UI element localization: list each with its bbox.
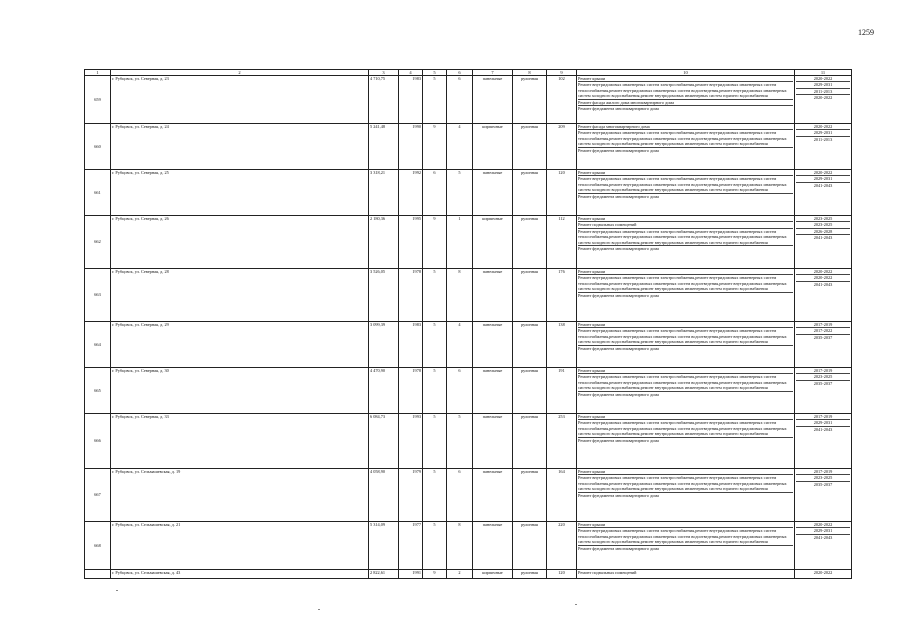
wall-material-cell: панельные	[473, 368, 513, 414]
period-item: 2017-2019	[796, 414, 850, 420]
period-item: 2011-2013	[796, 89, 850, 95]
roof-type-cell: рулонная	[513, 414, 547, 469]
entrances-cell: 6	[447, 469, 473, 522]
period-item: 2035-2037	[813, 380, 833, 386]
flats-cell: 191	[547, 368, 577, 414]
period-item: 2017-2019	[796, 469, 850, 475]
table-row	[85, 170, 852, 216]
works-cell	[577, 414, 795, 469]
period-item: 2020-2022	[813, 95, 833, 101]
flats-cell: 120	[547, 170, 577, 216]
work-item: Ремонт крыши	[578, 368, 793, 374]
flats-cell: 209	[547, 124, 577, 170]
address-cell: г. Рубцовск, ул. Северная, д. 28	[111, 269, 369, 322]
column-number: 9	[547, 70, 577, 76]
period-item: 2041-2043	[813, 534, 833, 540]
scan-speck	[318, 609, 320, 610]
floors-cell: 5	[423, 469, 447, 522]
floors-cell: 5	[423, 414, 447, 469]
roof-type-cell: рулонная	[513, 269, 547, 322]
year-cell: 1978	[399, 368, 423, 414]
table-row	[85, 570, 852, 579]
floors-cell: 9	[423, 570, 447, 579]
entrances-cell: 6	[447, 368, 473, 414]
roof-type-cell: рулонная	[513, 469, 547, 522]
works-cell	[577, 216, 795, 269]
work-item: Ремонт крыши	[578, 322, 793, 328]
work-item: Ремонт крыши	[578, 76, 793, 82]
column-number: 10	[577, 70, 795, 76]
work-item: Ремонт внутридомовых инженерных систем электроснабжения,ремонт внутридомовых инженерных систем теплоснабжения,ремонт внутридомовых инженерных систем водоотведения,ремонт внутридомовых инженерных систем холодного водоснабжения,ремонт внутридомовых инженерных систем горячего водоснабжения	[578, 229, 793, 246]
work-item: Ремонт крыши	[578, 522, 793, 528]
floors-cell: 9	[423, 216, 447, 269]
period-item: 2035-2037	[813, 334, 833, 340]
work-item: Ремонт фундамента многоквартирного дома	[578, 492, 659, 498]
work-item: Ремонт крыши	[578, 170, 793, 176]
flats-cell: 220	[547, 522, 577, 570]
roof-type-cell: рулонная	[513, 124, 547, 170]
work-item: Ремонт крыши	[578, 216, 793, 222]
work-item: Ремонт фундамента многоквартирного дома	[578, 246, 659, 252]
row-number: 665	[85, 368, 111, 414]
wall-material-cell: панельные	[473, 414, 513, 469]
area-cell: 4 710,75	[369, 76, 399, 124]
column-number: 4	[399, 70, 423, 76]
period-item: 2020-2022	[813, 570, 833, 575]
period-item: 2029-2031	[796, 82, 850, 88]
works-cell	[577, 469, 795, 522]
row-number: 668	[85, 522, 111, 570]
periods-cell	[795, 124, 852, 170]
address-cell: г. Рубцовск, ул. Северная, д. 23	[111, 76, 369, 124]
area-cell: 3 318,21	[369, 170, 399, 216]
entrances-cell: 2	[447, 570, 473, 579]
row-number: 661	[85, 170, 111, 216]
work-item: Ремонт подвальных помещений	[578, 570, 637, 575]
entrances-cell: 5	[447, 170, 473, 216]
periods-cell	[795, 322, 852, 368]
roof-type-cell: рулонная	[513, 216, 547, 269]
periods-cell	[795, 170, 852, 216]
roof-type-cell: рулонная	[513, 76, 547, 124]
page-number: 1259	[858, 28, 874, 37]
table-row	[85, 216, 852, 269]
work-item: Ремонт внутридомовых инженерных систем электроснабжения,ремонт внутридомовых инженерных систем теплоснабжения,ремонт внутридомовых инженерных систем водоотведения,ремонт внутридомовых инженерных систем холодного водоснабжения,ремонт внутридомовых инженерных систем горячего водоснабжения	[578, 82, 793, 99]
work-item: Ремонт крыши	[578, 269, 793, 275]
wall-material-cell: кирпичные	[473, 216, 513, 269]
area-cell: 6 084,73	[369, 414, 399, 469]
work-item: Ремонт фасада многоквартирного дома	[578, 124, 793, 130]
address-cell: г. Рубцовск, ул. Северная, д. 29	[111, 322, 369, 368]
period-item: 2020-2022	[796, 124, 850, 130]
period-item: 2029-2031	[796, 528, 850, 534]
period-item: 2020-2022	[796, 522, 850, 528]
column-number: 1	[85, 70, 111, 76]
row-number	[85, 570, 111, 579]
table-row	[85, 368, 852, 414]
address-cell: г. Рубцовск, ул. Сельмашевская, д. 21	[111, 522, 369, 570]
column-number: 3	[369, 70, 399, 76]
roof-type-cell: рулонная	[513, 522, 547, 570]
area-cell: 3 099,39	[369, 322, 399, 368]
wall-material-cell: панельные	[473, 269, 513, 322]
floors-cell: 9	[423, 124, 447, 170]
roof-type-cell: рулонная	[513, 570, 547, 579]
floors-cell: 5	[423, 322, 447, 368]
work-item: Ремонт внутридомовых инженерных систем электроснабжения,ремонт внутридомовых инженерных систем теплоснабжения,ремонт внутридомовых инженерных систем водоотведения,ремонт внутридомовых инженерных систем холодного водоснабжения,ремонт внутридомовых инженерных систем горячего водоснабжения	[578, 374, 793, 391]
work-item: Ремонт фундамента многоквартирного дома	[578, 437, 659, 443]
work-item: Ремонт фасада жилого дома многоквартирного дома	[578, 100, 793, 106]
works-cell	[577, 570, 795, 579]
row-number: 666	[85, 414, 111, 469]
periods-cell	[795, 414, 852, 469]
period-item: 2041-2043	[813, 235, 833, 241]
entrances-cell: 1	[447, 216, 473, 269]
flats-cell: 120	[547, 570, 577, 579]
table-row	[85, 522, 852, 570]
period-item: 2017-2019	[796, 322, 850, 328]
work-item: Ремонт фундамента многоквартирного дома	[578, 193, 659, 199]
period-item: 2011-2013	[813, 136, 833, 142]
work-item: Ремонт внутридомовых инженерных систем электроснабжения,ремонт внутридомовых инженерных систем теплоснабжения,ремонт внутридомовых инженерных систем водоотведения,ремонт внутридомовых инженерных систем холодного водоснабжения,ремонт внутридомовых инженерных систем горячего водоснабжения	[578, 528, 793, 545]
period-item: 2023-2025	[796, 475, 850, 481]
row-number: 662	[85, 216, 111, 269]
column-number: 7	[473, 70, 513, 76]
year-cell: 1977	[399, 522, 423, 570]
work-item: Ремонт внутридомовых инженерных систем электроснабжения,ремонт внутридомовых инженерных систем теплоснабжения,ремонт внутридомовых инженерных систем водоотведения,ремонт внутридомовых инженерных систем холодного водоснабжения,ремонт внутридомовых инженерных систем горячего водоснабжения	[578, 176, 793, 193]
works-cell	[577, 170, 795, 216]
table-row	[85, 414, 852, 469]
wall-material-cell: панельные	[473, 469, 513, 522]
period-item: 2035-2037	[813, 481, 833, 487]
period-item: 2020-2022	[796, 76, 850, 82]
year-cell: 1983	[399, 322, 423, 368]
entrances-cell: 8	[447, 269, 473, 322]
period-item: 2020-2022	[796, 275, 850, 281]
work-item: Ремонт крыши	[578, 469, 793, 475]
wall-material-cell: панельные	[473, 522, 513, 570]
year-cell: 1993	[399, 414, 423, 469]
entrances-cell: 6	[447, 76, 473, 124]
row-number: 664	[85, 322, 111, 368]
works-cell	[577, 368, 795, 414]
work-item: Ремонт внутридомовых инженерных систем электроснабжения,ремонт внутридомовых инженерных систем теплоснабжения,ремонт внутридомовых инженерных систем водоотведения,ремонт внутридомовых инженерных систем холодного водоснабжения,ремонт внутридомовых инженерных систем горячего водоснабжения	[578, 420, 793, 437]
period-item: 2026-2028	[796, 229, 850, 235]
table-row	[85, 322, 852, 368]
periods-cell	[795, 269, 852, 322]
year-cell: 1991	[399, 570, 423, 579]
row-number: 659	[85, 76, 111, 124]
year-cell: 1978	[399, 269, 423, 322]
wall-material-cell: панельные	[473, 322, 513, 368]
scan-speck	[575, 604, 577, 605]
year-cell: 1983	[399, 76, 423, 124]
area-cell: 4 470,90	[369, 368, 399, 414]
entrances-cell: 4	[447, 124, 473, 170]
work-item: Ремонт крыши	[578, 414, 793, 420]
address-cell: г. Рубцовск, ул. Северная, д. 24	[111, 124, 369, 170]
periods-cell	[795, 570, 852, 579]
period-item: 2023-2025	[796, 374, 850, 380]
period-item: 2041-2043	[813, 182, 833, 188]
period-item: 2041-2043	[813, 426, 833, 432]
period-item: 2029-2031	[796, 420, 850, 426]
period-item: 2020-2022	[796, 170, 850, 176]
floors-cell: 5	[423, 368, 447, 414]
work-item: Ремонт фундамента многоквартирного дома	[578, 106, 659, 112]
floors-cell: 5	[423, 76, 447, 124]
row-number: 667	[85, 469, 111, 522]
address-cell: г. Рубцовск, ул. Северная, д. 33	[111, 414, 369, 469]
address-cell: г. Рубцовск, ул. Сельмашевская, д. 19	[111, 469, 369, 522]
period-item: 2023-2025	[796, 222, 850, 228]
entrances-cell: 4	[447, 322, 473, 368]
periods-cell	[795, 368, 852, 414]
periods-cell	[795, 76, 852, 124]
entrances-cell: 8	[447, 522, 473, 570]
area-cell: 3 526,05	[369, 269, 399, 322]
work-item: Ремонт внутридомовых инженерных систем электроснабжения,ремонт внутридомовых инженерных систем теплоснабжения,ремонт внутридомовых инженерных систем водоотведения,ремонт внутридомовых инженерных систем холодного водоснабжения,ремонт внутридомовых инженерных систем горячего водоснабжения	[578, 328, 793, 345]
flats-cell: 138	[547, 322, 577, 368]
work-item: Ремонт фундамента многоквартирного дома	[578, 147, 659, 153]
wall-material-cell: кирпичные	[473, 124, 513, 170]
flats-cell: 102	[547, 76, 577, 124]
area-cell: 2 822,61	[369, 570, 399, 579]
wall-material-cell: панельные	[473, 76, 513, 124]
column-number: 2	[111, 70, 369, 76]
flats-cell: 176	[547, 269, 577, 322]
area-cell: 4 058,90	[369, 469, 399, 522]
table-row	[85, 269, 852, 322]
work-item: Ремонт фундамента многоквартирного дома	[578, 391, 659, 397]
table-row	[85, 469, 852, 522]
row-number: 663	[85, 269, 111, 322]
work-item: Ремонт внутридомовых инженерных систем электроснабжения,ремонт внутридомовых инженерных систем теплоснабжения,ремонт внутридомовых инженерных систем водоотведения,ремонт внутридомовых инженерных систем холодного водоснабжения,ремонт внутридомовых инженерных систем горячего водоснабжения	[578, 475, 793, 492]
table-row	[85, 124, 852, 170]
column-number: 11	[795, 70, 852, 76]
periods-cell	[795, 469, 852, 522]
works-cell	[577, 76, 795, 124]
year-cell: 1995	[399, 216, 423, 269]
period-item: 2020-2022	[796, 269, 850, 275]
column-number: 8	[513, 70, 547, 76]
work-item: Ремонт подвальных помещений	[578, 222, 793, 228]
work-item: Ремонт фундамента многоквартирного дома	[578, 345, 659, 351]
row-number: 660	[85, 124, 111, 170]
work-item: Ремонт фундамента многоквартирного дома	[578, 292, 659, 298]
periods-cell	[795, 216, 852, 269]
floors-cell: 5	[423, 269, 447, 322]
works-cell	[577, 269, 795, 322]
wall-material-cell: кирпичные	[473, 570, 513, 579]
work-item: Ремонт фундамента многоквартирного дома	[578, 545, 659, 551]
address-cell: г. Рубцовск, ул. Северная, д. 26	[111, 216, 369, 269]
year-cell: 1990	[399, 124, 423, 170]
works-cell	[577, 322, 795, 368]
work-item: Ремонт внутридомовых инженерных систем электроснабжения,ремонт внутридомовых инженерных систем теплоснабжения,ремонт внутридомовых инженерных систем водоотведения,ремонт внутридомовых инженерных систем холодного водоснабжения,ремонт внутридомовых инженерных систем горячего водоснабжения	[578, 130, 793, 147]
roof-type-cell: рулонная	[513, 322, 547, 368]
wall-material-cell: панельные	[473, 170, 513, 216]
capital-repair-table	[84, 69, 852, 579]
year-cell: 1992	[399, 170, 423, 216]
table-row	[85, 76, 852, 124]
floors-cell: 5	[423, 522, 447, 570]
scan-speck	[116, 590, 118, 591]
address-cell: г. Рубцовск, ул. Сельмашевская, д. 43	[111, 570, 369, 579]
area-cell: 5 241,48	[369, 124, 399, 170]
column-number: 5	[423, 70, 447, 76]
works-cell	[577, 522, 795, 570]
entrances-cell: 5	[447, 414, 473, 469]
period-item: 2029-2031	[796, 130, 850, 136]
roof-type-cell: рулонная	[513, 368, 547, 414]
flats-cell: 164	[547, 469, 577, 522]
address-cell: г. Рубцовск, ул. Северная, д. 30	[111, 368, 369, 414]
flats-cell: 112	[547, 216, 577, 269]
period-item: 2029-2031	[796, 176, 850, 182]
roof-type-cell: рулонная	[513, 170, 547, 216]
works-cell	[577, 124, 795, 170]
column-number: 6	[447, 70, 473, 76]
periods-cell	[795, 522, 852, 570]
area-cell: 2 180,36	[369, 216, 399, 269]
period-item: 2041-2043	[813, 281, 833, 287]
period-item: 2023-2025	[796, 216, 850, 222]
floors-cell: 6	[423, 170, 447, 216]
period-item: 2017-2019	[796, 368, 850, 374]
work-item: Ремонт внутридомовых инженерных систем электроснабжения,ремонт внутридомовых инженерных систем теплоснабжения,ремонт внутридомовых инженерных систем водоотведения,ремонт внутридомовых инженерных систем холодного водоснабжения,ремонт внутридомовых инженерных систем горячего водоснабжения	[578, 275, 793, 292]
period-item: 2017-2022	[796, 328, 850, 334]
flats-cell: 253	[547, 414, 577, 469]
area-cell: 5 314,09	[369, 522, 399, 570]
address-cell: г. Рубцовск, ул. Северная, д. 25	[111, 170, 369, 216]
year-cell: 1979	[399, 469, 423, 522]
